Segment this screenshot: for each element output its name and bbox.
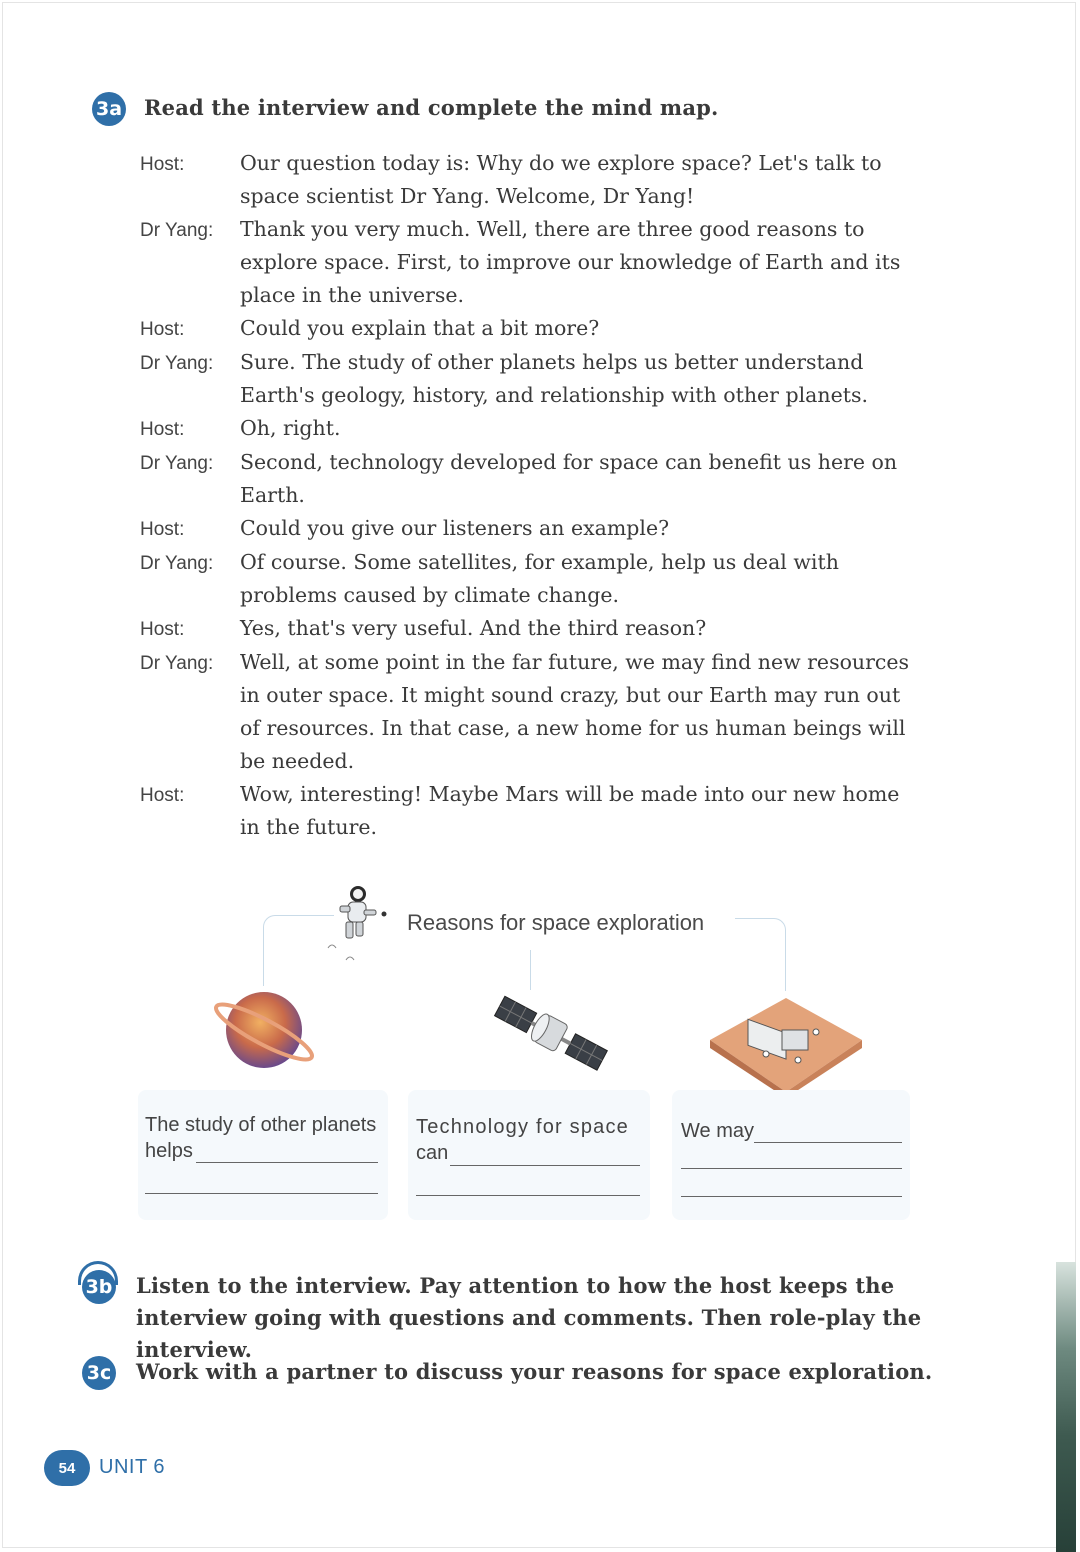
speaker-label: Host:: [140, 419, 185, 440]
speaker-label: Dr Yang:: [140, 353, 214, 374]
page-number: 54: [44, 1450, 90, 1486]
mars-base-icon: [706, 992, 866, 1098]
dialogue-line: [140, 612, 930, 646]
answer-blank-3b[interactable]: [681, 1168, 902, 1169]
exercise-3c-instruction: Work with a partner to discuss your reasons for space exploration.: [136, 1359, 933, 1384]
exercise-3a-badge: 3a: [92, 92, 126, 126]
dialogue-line: [140, 346, 930, 412]
planet-icon: [208, 988, 318, 1072]
speech-text: Could you explain that a bit more?: [240, 316, 600, 340]
speaker-label: Host:: [140, 619, 185, 640]
map-connector-center: [530, 950, 531, 990]
speaker-label: Host:: [140, 319, 185, 340]
page-edge-decoration: [1056, 1262, 1076, 1552]
speaker-label: Host:: [140, 785, 185, 806]
dialogue-line: [140, 446, 930, 512]
unit-label: UNIT 6: [99, 1456, 165, 1478]
speech-text: Thank you very much. Well, there are three good reasons to explore space. First, to improve our knowledge of Earth and its place in the universe.: [240, 217, 901, 307]
satellite-icon: [490, 990, 610, 1080]
answer-blank-1a[interactable]: [196, 1162, 378, 1163]
dialogue-line: [140, 778, 930, 844]
prompt-1-line1: The study of other planets: [145, 1114, 377, 1136]
dialogue-line: [140, 646, 930, 778]
speech-text: Our question today is: Why do we explore space? Let's talk to space scientist Dr Yang. Welcome, Dr Yang!: [240, 151, 882, 208]
speech-text: Yes, that's very useful. And the third reason?: [240, 616, 707, 640]
mind-map-title: Reasons for space exploration: [407, 910, 705, 935]
speech-text: Could you give our listeners an example?: [240, 516, 670, 540]
prompt-3-line1: We may: [681, 1120, 754, 1142]
map-connector-right: [735, 918, 786, 991]
dialogue-line: [140, 213, 930, 312]
exercise-3a-instruction: Read the interview and complete the mind map.: [144, 95, 719, 120]
exercise-3b-badge: 3b: [82, 1270, 116, 1304]
interview-dialogue: [140, 147, 930, 844]
exercise-3b-header: [82, 1270, 936, 1366]
speech-text: Of course. Some satellites, for example, help us deal with problems caused by climate change.: [240, 550, 839, 607]
exercise-3c-header: [82, 1356, 932, 1390]
exercise-3a-header: [92, 92, 719, 126]
speech-text: Second, technology developed for space can benefit us here on Earth.: [240, 450, 898, 507]
answer-blank-3a[interactable]: [754, 1142, 902, 1143]
answer-blank-3c[interactable]: [681, 1196, 902, 1197]
speech-text: Wow, interesting! Maybe Mars will be made into our new home in the future.: [240, 782, 900, 839]
answer-blank-1b[interactable]: [145, 1193, 378, 1194]
listening-icon: [82, 1270, 116, 1304]
dialogue-line: [140, 546, 930, 612]
mind-map-box-3: [672, 1090, 910, 1220]
speech-text: Oh, right.: [240, 416, 341, 440]
speaker-label: Host:: [140, 519, 185, 540]
prompt-1-line2: helps: [145, 1140, 193, 1162]
exercise-3c-badge: 3c: [82, 1356, 116, 1390]
dialogue-line: [140, 147, 930, 213]
speech-text: Well, at some point in the far future, we may find new resources in outer space. It might sound crazy, but our Earth may run out of resources. In that case, a new home for us human beings will be needed.: [240, 650, 910, 773]
dialogue-line: [140, 512, 930, 546]
speaker-label: Host:: [140, 154, 185, 175]
speaker-label: Dr Yang:: [140, 653, 214, 674]
dialogue-line: [140, 312, 930, 346]
dialogue-line: [140, 412, 930, 446]
exercise-3b-instruction: Listen to the interview. Pay attention to how the host keeps the interview going with questions and comments. Then role-play the interview.: [136, 1273, 922, 1362]
answer-blank-2b[interactable]: [416, 1195, 640, 1196]
speaker-label: Dr Yang:: [140, 220, 214, 241]
prompt-2-line2: can: [416, 1142, 449, 1164]
astronaut-icon: [318, 884, 394, 966]
prompt-2-line1: Technology for space: [416, 1116, 630, 1138]
speech-text: Sure. The study of other planets helps us better understand Earth's geology, history, and relationship with other planets.: [240, 350, 868, 407]
speaker-label: Dr Yang:: [140, 453, 214, 474]
answer-blank-2a[interactable]: [450, 1165, 640, 1166]
speaker-label: Dr Yang:: [140, 553, 214, 574]
